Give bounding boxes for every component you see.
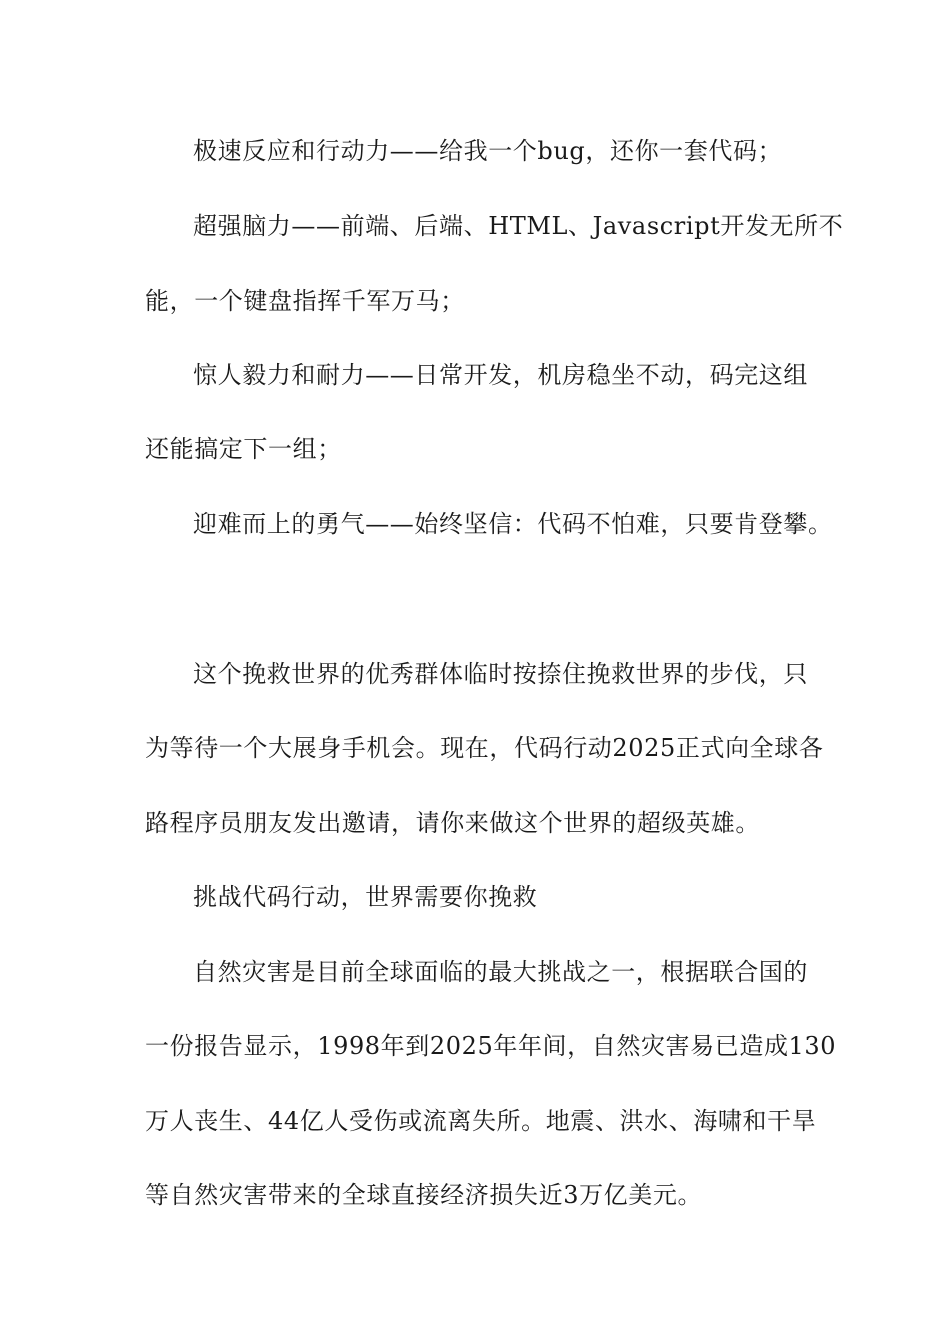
paragraph-line-8: 为等待一个大展身手机会。现在，代码行动2025正式向全球各 xyxy=(145,734,824,762)
paragraph-line-3: 能，一个键盘指挥千军万马； xyxy=(145,287,465,315)
paragraph-line-6: 迎难而上的勇气——始终坚信：代码不怕难，只要肯登攀。 xyxy=(193,510,833,538)
paragraph-line-1: 极速反应和行动力——给我一个bug，还你一套代码； xyxy=(193,137,783,165)
paragraph-line-14: 等自然灾害带来的全球直接经济损失近3万亿美元。 xyxy=(145,1181,703,1209)
paragraph-line-13: 万人丧生、44亿人受伤或流离失所。地震、洪水、海啸和干旱 xyxy=(145,1107,817,1135)
paragraph-line-11: 自然灾害是目前全球面临的最大挑战之一，根据联合国的 xyxy=(193,958,808,986)
paragraph-line-9: 路程序员朋友发出邀请，请你来做这个世界的超级英雄。 xyxy=(145,809,760,837)
paragraph-line-12: 一份报告显示，1998年到2025年年间，自然灾害易已造成130 xyxy=(145,1032,837,1060)
paragraph-line-4: 惊人毅力和耐力——日常开发，机房稳坐不动，码完这组 xyxy=(193,361,808,389)
paragraph-line-2: 超强脑力——前端、后端、HTML、Javascript开发无所不 xyxy=(193,212,844,240)
paragraph-line-5: 还能搞定下一组； xyxy=(145,435,342,463)
paragraph-line-7: 这个挽救世界的优秀群体临时按捺住挽救世界的步伐，只 xyxy=(193,660,808,688)
section-heading: 挑战代码行动，世界需要你挽救 xyxy=(193,883,538,911)
